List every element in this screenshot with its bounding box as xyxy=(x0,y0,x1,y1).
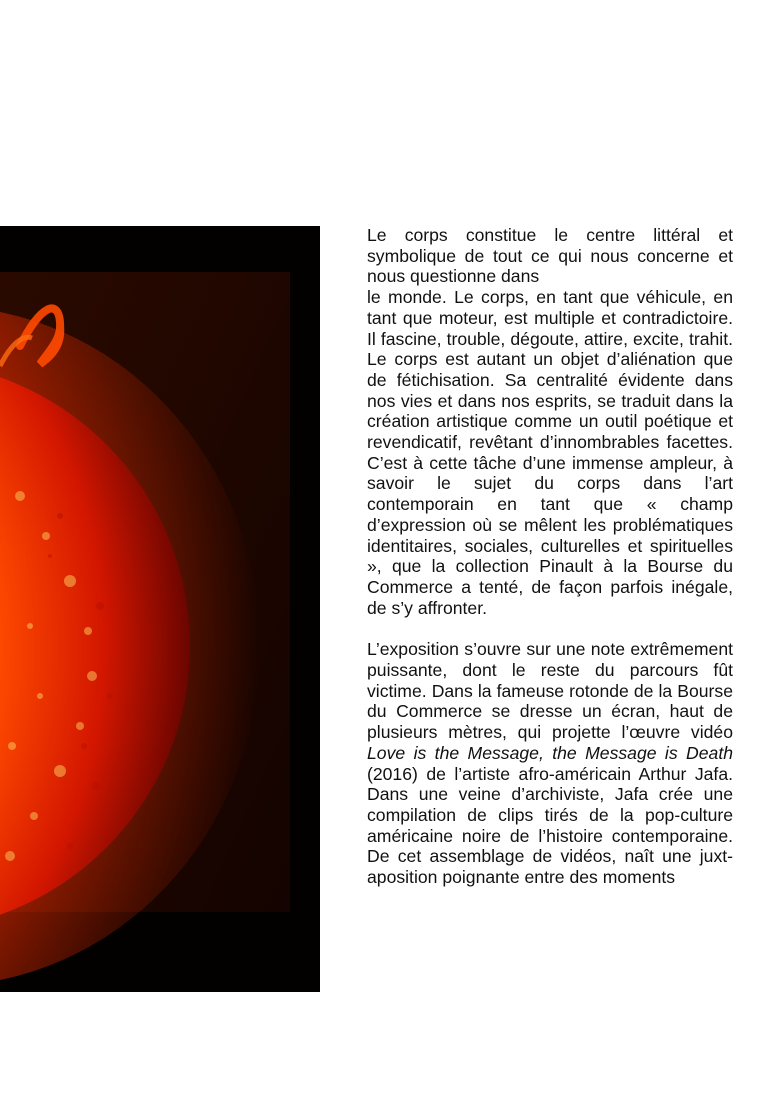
article-text xyxy=(367,225,733,888)
paragraph-1-part-b: le monde. Le corps, en tant que véhicule, en tant que moteur, est multiple et contradictoire. Il fascine, trouble, dégoute, attire, excite, trahit. Le corps est autant un objet d’aliénation que de fétichisation. Sa centralité évidente dans nos vies et dans nos esprits, se traduit dans la création artistique comme un outil poétique et revendicatif, revêtant d’innombrables facettes. C’est à cette tâche d’une immense ampleur, à savoir le sujet du corps dans l’art contemporain en tant que « champ d’expression où se mêlent les problématiques identitaires, sociales, culturelles et spirituelles », que la collection Pinault à la Bourse du Commerce a tenté, de façon parfois inégale, de s’y affronter. xyxy=(367,287,733,618)
paragraph-1-intro xyxy=(367,225,733,287)
paragraph-2 xyxy=(367,639,733,887)
paragraph-gap xyxy=(367,618,733,639)
paragraph-2-before: L’exposition s’ouvre sur une note extrêmement puissante, dont le reste du parcours fût victime. Dans la fameuse rotonde de la Bourse du Commerce se dresse un écran, haut de plusieurs mètres, qui projette l’œuvre vidéo xyxy=(367,639,733,743)
paragraph-1-body xyxy=(367,287,733,618)
paragraph-2-after: (2016) de l’artiste afro-américain Arthur Jafa. Dans une veine d’archiviste, Jafa crée une compilation de clips tirés de la pop-culture américaine noire de l’histoire contemporaine. De cet assemblage de vidéos, naît une juxt-aposition poignante entre des moments xyxy=(367,763,733,888)
sun-icon xyxy=(0,226,320,992)
paragraph-1-part-a: Le corps constitue le centre littéral et symbolique de tout ce qui nous concerne et nous questionne dans xyxy=(367,225,733,287)
artwork-title: Love is the Message, the Message is Death xyxy=(367,742,733,763)
sun-image xyxy=(0,226,320,992)
